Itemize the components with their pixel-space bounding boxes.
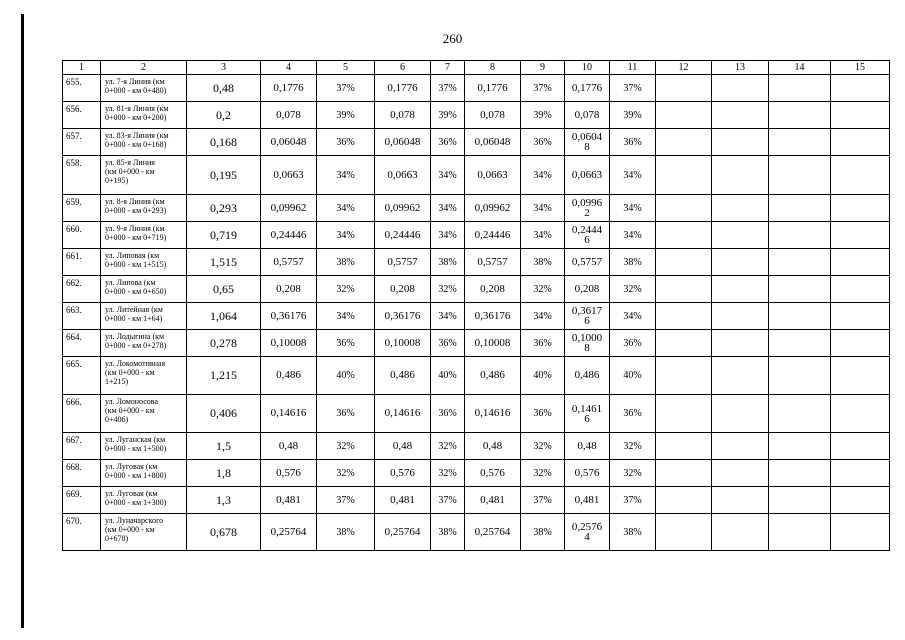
percent-cell: 36% xyxy=(317,129,375,156)
percent-cell: 38% xyxy=(610,249,656,276)
value-cell: 0,0663 xyxy=(565,156,610,195)
percent-cell: 40% xyxy=(431,357,465,395)
street-name-cell: ул. 9-я Линия (км 0+000 - км 0+719) xyxy=(101,222,187,249)
value-cell: 0,1000 8 xyxy=(565,330,610,357)
percent-cell: 34% xyxy=(431,303,465,330)
value-cell: 0,5757 xyxy=(465,249,521,276)
value-cell: 0,24446 xyxy=(261,222,317,249)
value-cell: 0,09962 xyxy=(261,195,317,222)
empty-cell-col-12 xyxy=(656,249,712,276)
value-cell: 0,208 xyxy=(565,276,610,303)
percent-cell: 34% xyxy=(521,222,565,249)
percent-cell: 37% xyxy=(610,75,656,102)
column-header-14: 14 xyxy=(769,61,831,75)
length-cell: 1,515 xyxy=(187,249,261,276)
percent-cell: 36% xyxy=(431,330,465,357)
row-number-cell: 669. xyxy=(63,487,101,514)
empty-cell-col-15 xyxy=(831,433,890,460)
row-number-cell: 668. xyxy=(63,460,101,487)
value-cell: 0,36176 xyxy=(465,303,521,330)
page-edge-bar xyxy=(21,14,24,628)
empty-cell-col-14 xyxy=(769,433,831,460)
street-name-cell: ул. Луначарского (км 0+000 - км 0+678) xyxy=(101,514,187,551)
empty-cell-col-15 xyxy=(831,514,890,551)
length-cell: 0,293 xyxy=(187,195,261,222)
table-row xyxy=(63,276,890,303)
percent-cell: 34% xyxy=(521,156,565,195)
empty-cell-col-13 xyxy=(712,460,769,487)
empty-cell-col-14 xyxy=(769,195,831,222)
empty-cell-col-14 xyxy=(769,514,831,551)
empty-cell-col-14 xyxy=(769,460,831,487)
table-row xyxy=(63,460,890,487)
empty-cell-col-13 xyxy=(712,129,769,156)
empty-cell-col-14 xyxy=(769,156,831,195)
street-name-cell: ул. 83-я Линия (км 0+000 - км 0+168) xyxy=(101,129,187,156)
percent-cell: 39% xyxy=(521,102,565,129)
percent-cell: 36% xyxy=(521,330,565,357)
value-cell: 0,25764 xyxy=(375,514,431,551)
header-row xyxy=(63,61,890,75)
percent-cell: 34% xyxy=(610,303,656,330)
empty-cell-col-13 xyxy=(712,303,769,330)
value-cell: 0,36176 xyxy=(375,303,431,330)
percent-cell: 38% xyxy=(521,249,565,276)
row-number-cell: 666. xyxy=(63,395,101,433)
value-cell: 0,0663 xyxy=(261,156,317,195)
table-row xyxy=(63,395,890,433)
value-cell: 0,0996 2 xyxy=(565,195,610,222)
value-cell: 0,576 xyxy=(261,460,317,487)
empty-cell-col-15 xyxy=(831,330,890,357)
table-row xyxy=(63,156,890,195)
empty-cell-col-14 xyxy=(769,276,831,303)
percent-cell: 36% xyxy=(521,395,565,433)
column-header-10: 10 xyxy=(565,61,610,75)
percent-cell: 32% xyxy=(521,460,565,487)
table-row xyxy=(63,222,890,249)
empty-cell-col-15 xyxy=(831,249,890,276)
row-number-cell: 665. xyxy=(63,357,101,395)
table-row xyxy=(63,433,890,460)
value-cell: 0,078 xyxy=(261,102,317,129)
percent-cell: 36% xyxy=(610,395,656,433)
length-cell: 0,278 xyxy=(187,330,261,357)
empty-cell-col-12 xyxy=(656,395,712,433)
percent-cell: 37% xyxy=(317,487,375,514)
row-number-cell: 655. xyxy=(63,75,101,102)
value-cell: 0,481 xyxy=(465,487,521,514)
row-number-cell: 661. xyxy=(63,249,101,276)
street-name-cell: ул. Литейная (км 0+000 - км 1+64) xyxy=(101,303,187,330)
table-row xyxy=(63,514,890,551)
empty-cell-col-14 xyxy=(769,395,831,433)
value-cell: 0,10008 xyxy=(261,330,317,357)
length-cell: 1,5 xyxy=(187,433,261,460)
value-cell: 0,1461 6 xyxy=(565,395,610,433)
percent-cell: 32% xyxy=(317,460,375,487)
percent-cell: 32% xyxy=(521,433,565,460)
column-header-8: 8 xyxy=(465,61,521,75)
value-cell: 0,481 xyxy=(565,487,610,514)
percent-cell: 34% xyxy=(317,222,375,249)
empty-cell-col-12 xyxy=(656,222,712,249)
column-header-15: 15 xyxy=(831,61,890,75)
percent-cell: 37% xyxy=(610,487,656,514)
value-cell: 0,576 xyxy=(375,460,431,487)
percent-cell: 34% xyxy=(317,156,375,195)
empty-cell-col-13 xyxy=(712,433,769,460)
percent-cell: 39% xyxy=(317,102,375,129)
percent-cell: 34% xyxy=(610,156,656,195)
table-body xyxy=(63,75,890,551)
empty-cell-col-12 xyxy=(656,129,712,156)
percent-cell: 36% xyxy=(317,395,375,433)
value-cell: 0,48 xyxy=(375,433,431,460)
length-cell: 0,678 xyxy=(187,514,261,551)
percent-cell: 37% xyxy=(431,75,465,102)
empty-cell-col-13 xyxy=(712,487,769,514)
value-cell: 0,48 xyxy=(261,433,317,460)
value-cell: 0,24446 xyxy=(465,222,521,249)
empty-cell-col-14 xyxy=(769,222,831,249)
value-cell: 0,14616 xyxy=(375,395,431,433)
column-header-12: 12 xyxy=(656,61,712,75)
empty-cell-col-13 xyxy=(712,195,769,222)
street-name-cell: ул. Локомотивная (км 0+000 - км 1+215) xyxy=(101,357,187,395)
street-name-cell: ул. Липова (км 0+000 - км 0+650) xyxy=(101,276,187,303)
length-cell: 0,195 xyxy=(187,156,261,195)
value-cell: 0,486 xyxy=(465,357,521,395)
value-cell: 0,208 xyxy=(375,276,431,303)
value-cell: 0,078 xyxy=(465,102,521,129)
column-header-2: 2 xyxy=(101,61,187,75)
column-header-13: 13 xyxy=(712,61,769,75)
percent-cell: 38% xyxy=(317,249,375,276)
empty-cell-col-13 xyxy=(712,330,769,357)
column-header-11: 11 xyxy=(610,61,656,75)
table-row xyxy=(63,129,890,156)
percent-cell: 32% xyxy=(317,433,375,460)
percent-cell: 34% xyxy=(521,195,565,222)
table-row xyxy=(63,487,890,514)
value-cell: 0,576 xyxy=(465,460,521,487)
value-cell: 0,10008 xyxy=(465,330,521,357)
empty-cell-col-12 xyxy=(656,102,712,129)
value-cell: 0,1776 xyxy=(375,75,431,102)
length-cell: 0,168 xyxy=(187,129,261,156)
length-cell: 0,2 xyxy=(187,102,261,129)
empty-cell-col-15 xyxy=(831,303,890,330)
length-cell: 1,3 xyxy=(187,487,261,514)
percent-cell: 36% xyxy=(431,129,465,156)
empty-cell-col-15 xyxy=(831,222,890,249)
row-number-cell: 659. xyxy=(63,195,101,222)
empty-cell-col-15 xyxy=(831,156,890,195)
data-table xyxy=(62,60,890,551)
empty-cell-col-13 xyxy=(712,395,769,433)
empty-cell-col-14 xyxy=(769,102,831,129)
empty-cell-col-13 xyxy=(712,75,769,102)
percent-cell: 34% xyxy=(610,222,656,249)
value-cell: 0,078 xyxy=(375,102,431,129)
percent-cell: 38% xyxy=(610,514,656,551)
value-cell: 0,5757 xyxy=(565,249,610,276)
value-cell: 0,06048 xyxy=(261,129,317,156)
empty-cell-col-12 xyxy=(656,75,712,102)
percent-cell: 32% xyxy=(521,276,565,303)
percent-cell: 38% xyxy=(317,514,375,551)
empty-cell-col-13 xyxy=(712,276,769,303)
empty-cell-col-15 xyxy=(831,395,890,433)
row-number-cell: 664. xyxy=(63,330,101,357)
percent-cell: 38% xyxy=(521,514,565,551)
value-cell: 0,0663 xyxy=(375,156,431,195)
empty-cell-col-15 xyxy=(831,460,890,487)
value-cell: 0,486 xyxy=(261,357,317,395)
row-number-cell: 658. xyxy=(63,156,101,195)
percent-cell: 38% xyxy=(431,514,465,551)
street-name-cell: ул. 8-я Линия (км 0+000 - км 0+293) xyxy=(101,195,187,222)
percent-cell: 38% xyxy=(431,249,465,276)
empty-cell-col-14 xyxy=(769,129,831,156)
column-header-9: 9 xyxy=(521,61,565,75)
empty-cell-col-14 xyxy=(769,249,831,276)
column-header-1: 1 xyxy=(63,61,101,75)
empty-cell-col-15 xyxy=(831,129,890,156)
value-cell: 0,14616 xyxy=(261,395,317,433)
value-cell: 0,09962 xyxy=(465,195,521,222)
column-header-6: 6 xyxy=(375,61,431,75)
value-cell: 0,1776 xyxy=(261,75,317,102)
street-name-cell: ул. 85-я Линия (км 0+000 - км 0+195) xyxy=(101,156,187,195)
empty-cell-col-14 xyxy=(769,357,831,395)
value-cell: 0,3617 6 xyxy=(565,303,610,330)
value-cell: 0,481 xyxy=(375,487,431,514)
empty-cell-col-12 xyxy=(656,276,712,303)
percent-cell: 36% xyxy=(610,330,656,357)
empty-cell-col-14 xyxy=(769,487,831,514)
row-number-cell: 656. xyxy=(63,102,101,129)
length-cell: 0,48 xyxy=(187,75,261,102)
percent-cell: 34% xyxy=(610,195,656,222)
row-number-cell: 663. xyxy=(63,303,101,330)
percent-cell: 37% xyxy=(521,75,565,102)
table-row xyxy=(63,357,890,395)
table-header xyxy=(63,61,890,75)
value-cell: 0,36176 xyxy=(261,303,317,330)
value-cell: 0,0663 xyxy=(465,156,521,195)
empty-cell-col-13 xyxy=(712,156,769,195)
value-cell: 0,2576 4 xyxy=(565,514,610,551)
column-header-7: 7 xyxy=(431,61,465,75)
empty-cell-col-15 xyxy=(831,276,890,303)
street-name-cell: ул. 7-я Линия (км 0+000 - км 0+480) xyxy=(101,75,187,102)
percent-cell: 37% xyxy=(431,487,465,514)
percent-cell: 34% xyxy=(431,195,465,222)
value-cell: 0,48 xyxy=(565,433,610,460)
percent-cell: 34% xyxy=(317,195,375,222)
row-number-cell: 667. xyxy=(63,433,101,460)
length-cell: 1,064 xyxy=(187,303,261,330)
street-name-cell: ул. Ломоносова (км 0+000 - км 0+406) xyxy=(101,395,187,433)
percent-cell: 32% xyxy=(610,433,656,460)
empty-cell-col-14 xyxy=(769,330,831,357)
table-row xyxy=(63,330,890,357)
percent-cell: 32% xyxy=(610,276,656,303)
percent-cell: 36% xyxy=(610,129,656,156)
percent-cell: 40% xyxy=(610,357,656,395)
empty-cell-col-14 xyxy=(769,75,831,102)
percent-cell: 34% xyxy=(431,156,465,195)
street-name-cell: ул. Липовая (км 0+000 - км 1+515) xyxy=(101,249,187,276)
value-cell: 0,25764 xyxy=(261,514,317,551)
table-row xyxy=(63,303,890,330)
empty-cell-col-15 xyxy=(831,75,890,102)
percent-cell: 36% xyxy=(317,330,375,357)
street-name-cell: ул. Луговая (км 0+000 - км 1+800) xyxy=(101,460,187,487)
value-cell: 0,2444 6 xyxy=(565,222,610,249)
table-row xyxy=(63,195,890,222)
empty-cell-col-15 xyxy=(831,487,890,514)
length-cell: 1,215 xyxy=(187,357,261,395)
length-cell: 1,8 xyxy=(187,460,261,487)
empty-cell-col-15 xyxy=(831,357,890,395)
percent-cell: 37% xyxy=(521,487,565,514)
value-cell: 0,208 xyxy=(261,276,317,303)
table-row xyxy=(63,75,890,102)
value-cell: 0,078 xyxy=(565,102,610,129)
percent-cell: 34% xyxy=(431,222,465,249)
row-number-cell: 657. xyxy=(63,129,101,156)
value-cell: 0,09962 xyxy=(375,195,431,222)
column-header-4: 4 xyxy=(261,61,317,75)
street-name-cell: ул. Луганская (км 0+000 - км 1+500) xyxy=(101,433,187,460)
length-cell: 0,719 xyxy=(187,222,261,249)
percent-cell: 34% xyxy=(521,303,565,330)
empty-cell-col-12 xyxy=(656,433,712,460)
street-name-cell: ул. 81-я Линия (км 0+000 - км 0+200) xyxy=(101,102,187,129)
percent-cell: 32% xyxy=(431,460,465,487)
percent-cell: 36% xyxy=(521,129,565,156)
value-cell: 0,14616 xyxy=(465,395,521,433)
percent-cell: 36% xyxy=(431,395,465,433)
percent-cell: 39% xyxy=(431,102,465,129)
empty-cell-col-12 xyxy=(656,330,712,357)
percent-cell: 39% xyxy=(610,102,656,129)
row-number-cell: 662. xyxy=(63,276,101,303)
table-row xyxy=(63,102,890,129)
percent-cell: 32% xyxy=(431,276,465,303)
percent-cell: 37% xyxy=(317,75,375,102)
value-cell: 0,10008 xyxy=(375,330,431,357)
empty-cell-col-15 xyxy=(831,102,890,129)
length-cell: 0,65 xyxy=(187,276,261,303)
value-cell: 0,24446 xyxy=(375,222,431,249)
empty-cell-col-12 xyxy=(656,514,712,551)
value-cell: 0,06048 xyxy=(465,129,521,156)
empty-cell-col-12 xyxy=(656,487,712,514)
percent-cell: 32% xyxy=(431,433,465,460)
percent-cell: 34% xyxy=(317,303,375,330)
percent-cell: 40% xyxy=(317,357,375,395)
value-cell: 0,486 xyxy=(375,357,431,395)
value-cell: 0,576 xyxy=(565,460,610,487)
value-cell: 0,208 xyxy=(465,276,521,303)
value-cell: 0,486 xyxy=(565,357,610,395)
empty-cell-col-15 xyxy=(831,195,890,222)
table-row xyxy=(63,249,890,276)
empty-cell-col-13 xyxy=(712,514,769,551)
empty-cell-col-13 xyxy=(712,249,769,276)
street-name-cell: ул. Лодыгина (км 0+000 - км 0+278) xyxy=(101,330,187,357)
row-number-cell: 660. xyxy=(63,222,101,249)
value-cell: 0,06048 xyxy=(375,129,431,156)
value-cell: 0,5757 xyxy=(375,249,431,276)
empty-cell-col-13 xyxy=(712,222,769,249)
empty-cell-col-12 xyxy=(656,460,712,487)
percent-cell: 32% xyxy=(317,276,375,303)
value-cell: 0,481 xyxy=(261,487,317,514)
value-cell: 0,5757 xyxy=(261,249,317,276)
empty-cell-col-12 xyxy=(656,156,712,195)
percent-cell: 32% xyxy=(610,460,656,487)
value-cell: 0,1776 xyxy=(465,75,521,102)
value-cell: 0,0604 8 xyxy=(565,129,610,156)
empty-cell-col-12 xyxy=(656,357,712,395)
column-header-3: 3 xyxy=(187,61,261,75)
value-cell: 0,48 xyxy=(465,433,521,460)
length-cell: 0,406 xyxy=(187,395,261,433)
street-name-cell: ул. Луговая (км 0+000 - км 1+300) xyxy=(101,487,187,514)
percent-cell: 40% xyxy=(521,357,565,395)
empty-cell-col-13 xyxy=(712,357,769,395)
value-cell: 0,1776 xyxy=(565,75,610,102)
page-number: 260 xyxy=(442,31,463,46)
row-number-cell: 670. xyxy=(63,514,101,551)
column-header-5: 5 xyxy=(317,61,375,75)
empty-cell-col-12 xyxy=(656,195,712,222)
empty-cell-col-12 xyxy=(656,303,712,330)
empty-cell-col-13 xyxy=(712,102,769,129)
empty-cell-col-14 xyxy=(769,303,831,330)
value-cell: 0,25764 xyxy=(465,514,521,551)
